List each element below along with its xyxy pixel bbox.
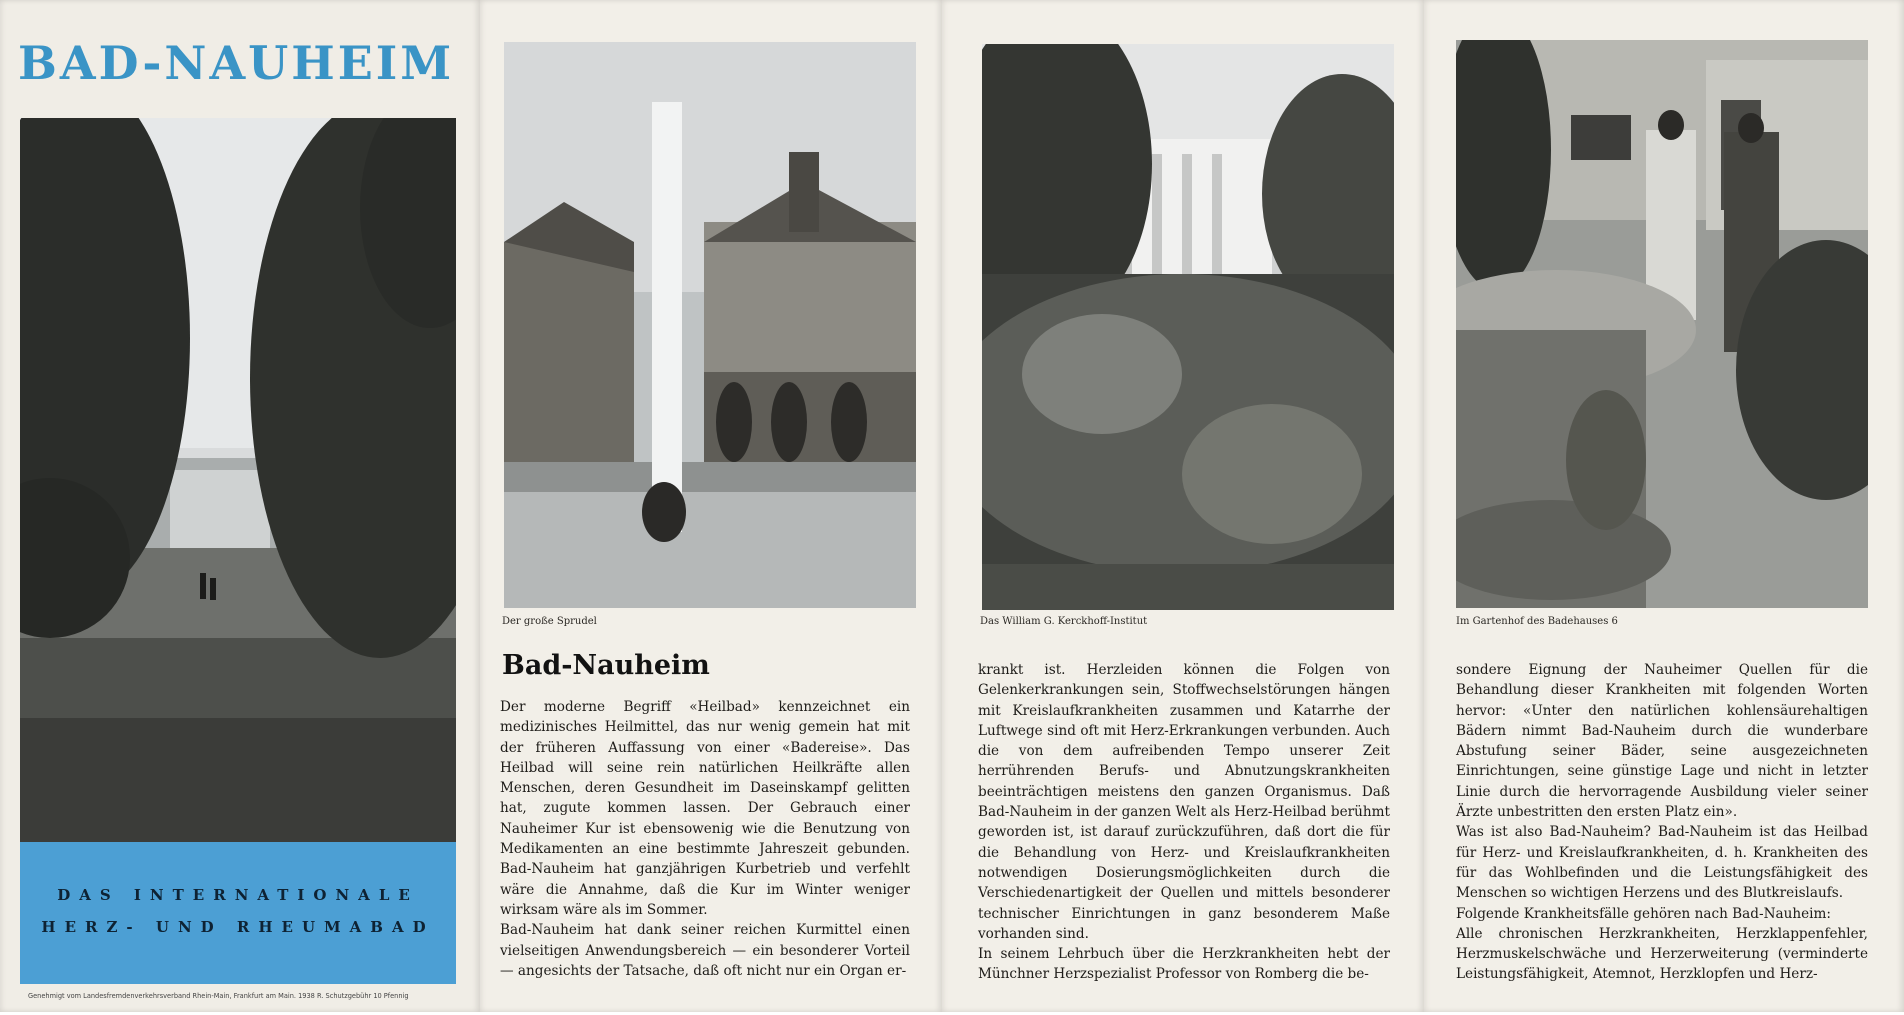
panel2-paragraph: Der moderne Begriff «Heilbad» kennzeichnet ein medizinisches Heilmittel, das nur wenig gemein hat mit der früheren Auffassung von einer «Badereise». Das Heilbad will seine rein natürlichen Heilkräfte allen Menschen, deren Gesundheit im Daseinskampf gelitten hat, zugute kommen lassen. Der Gebrauch einer Nauheimer Kur ist ebensowenig wie die Benutzung von Medikamenten an eine bestimmte Jahreszeit gebunden. Bad-Nauheim hat ganzjährigen Kurbetrieb und verfehlt wäre die Annahme, daß die Kur im Winter weniger wirksam wäre als im Sommer. [500, 699, 910, 918]
cover-imprint: Genehmigt vom Landesfremdenverkehrsverband Rhein-Main, Frankfurt am Main. 1938 R. Schutzgebühr 10 Pfennig [28, 992, 409, 1000]
cover-title: BAD-NAUHEIM [18, 36, 455, 90]
panel4-paragraph: sondere Eignung der Nauheimer Quellen für die Behandlung dieser Krankheiten mit folgenden Worten hervor: «Unter den natürlichen kohlensäurehaltigen Bädern nimmt Bad-Nauheim durch die wunderbare Abstufung seiner Bäder, seine ausgezeichneten Einrichtungen, seine günstige Lage und nicht in letzter Linie durch die hervorragende Ausbildung vieler seiner Ärzte unbestritten den ersten Platz ein». [1456, 662, 1868, 821]
article-heading: Bad-Nauheim [502, 650, 710, 681]
panel4-paragraph: Folgende Krankheitsfälle gehören nach Bad-Nauheim: [1456, 905, 1831, 922]
panel4-paragraph: Was ist also Bad-Nauheim? Bad-Nauheim ist das Heilbad für Herz- und Kreislaufkrankheiten, d. h. Krankheiten des für das Wohlbefinden und die Leistungsfähigkeit des Menschen so wichtigen Herzens und des Blutkreislaufs. [1456, 824, 1868, 902]
cover-subtitle-line-2: HERZ- UND RHEUMABAD [41, 918, 435, 936]
panel2-text-column [500, 697, 910, 981]
sprudel-fountain-photo [504, 42, 916, 608]
cover-park-photo [20, 118, 456, 842]
sprudel-caption: Der große Sprudel [502, 616, 597, 627]
gartenhof-caption: Im Gartenhof des Badehauses 6 [1456, 616, 1618, 627]
cover-subtitle-line-1: DAS INTERNATIONALE [57, 886, 419, 904]
kerckhoff-caption: Das William G. Kerckhoff-Institut [980, 616, 1148, 627]
panel3-paragraph: krankt ist. Herzleiden können die Folgen von Gelenkerkrankungen sein, Stoffwechselstörungen hängen mit Kreislaufkrankheiten zusammen und Katarrhe der Luftwege sind oft mit Herz-Erkrankungen verbunden. Auch die von dem aufreibenden Tempo unserer Zeit herrührenden Berufs- und Abnutzungskrankheiten beeinträchtigen meistens den ganzen Organismus. Daß Bad-Nauheim in der ganzen Welt als Herz-Heilbad berühmt geworden ist, ist darauf zurückzuführen, daß dort die für die Behandlung von Herz- und Kreislaufkrankheiten notwendigen Dosierungsmöglichkeiten durch die Verschiedenartigkeit der Quellen und mittels besonderer technischer Einrichtungen in ganz besonderem Maße vorhanden sind. [978, 662, 1390, 942]
gartenhof-fountain-photo [1456, 40, 1868, 608]
panel3-text-column [978, 660, 1390, 985]
panel3-paragraph: In seinem Lehrbuch über die Herzkrankheiten hebt der Münchner Herzspezialist Professor von Romberg die be- [978, 946, 1390, 983]
cover-subtitle-band [20, 842, 456, 984]
kerckhoff-institute-photo [982, 44, 1394, 610]
panel4-text-column [1456, 660, 1868, 985]
cover-panel [0, 0, 480, 1012]
panel2-paragraph: Bad-Nauheim hat dank seiner reichen Kurmittel einen vielseitigen Anwendungsbereich — ein besonderer Vorteil — angesichts der Tatsache, daß oft nicht nur ein Organ er- [500, 922, 910, 979]
panel4-paragraph: Alle chronischen Herzkrankheiten, Herzklappenfehler, Herzmuskelschwäche und Herzerweiterung (verminderte Leistungsfähigkeit, Atemnot, Herzklopfen und Herz- [1456, 925, 1868, 983]
